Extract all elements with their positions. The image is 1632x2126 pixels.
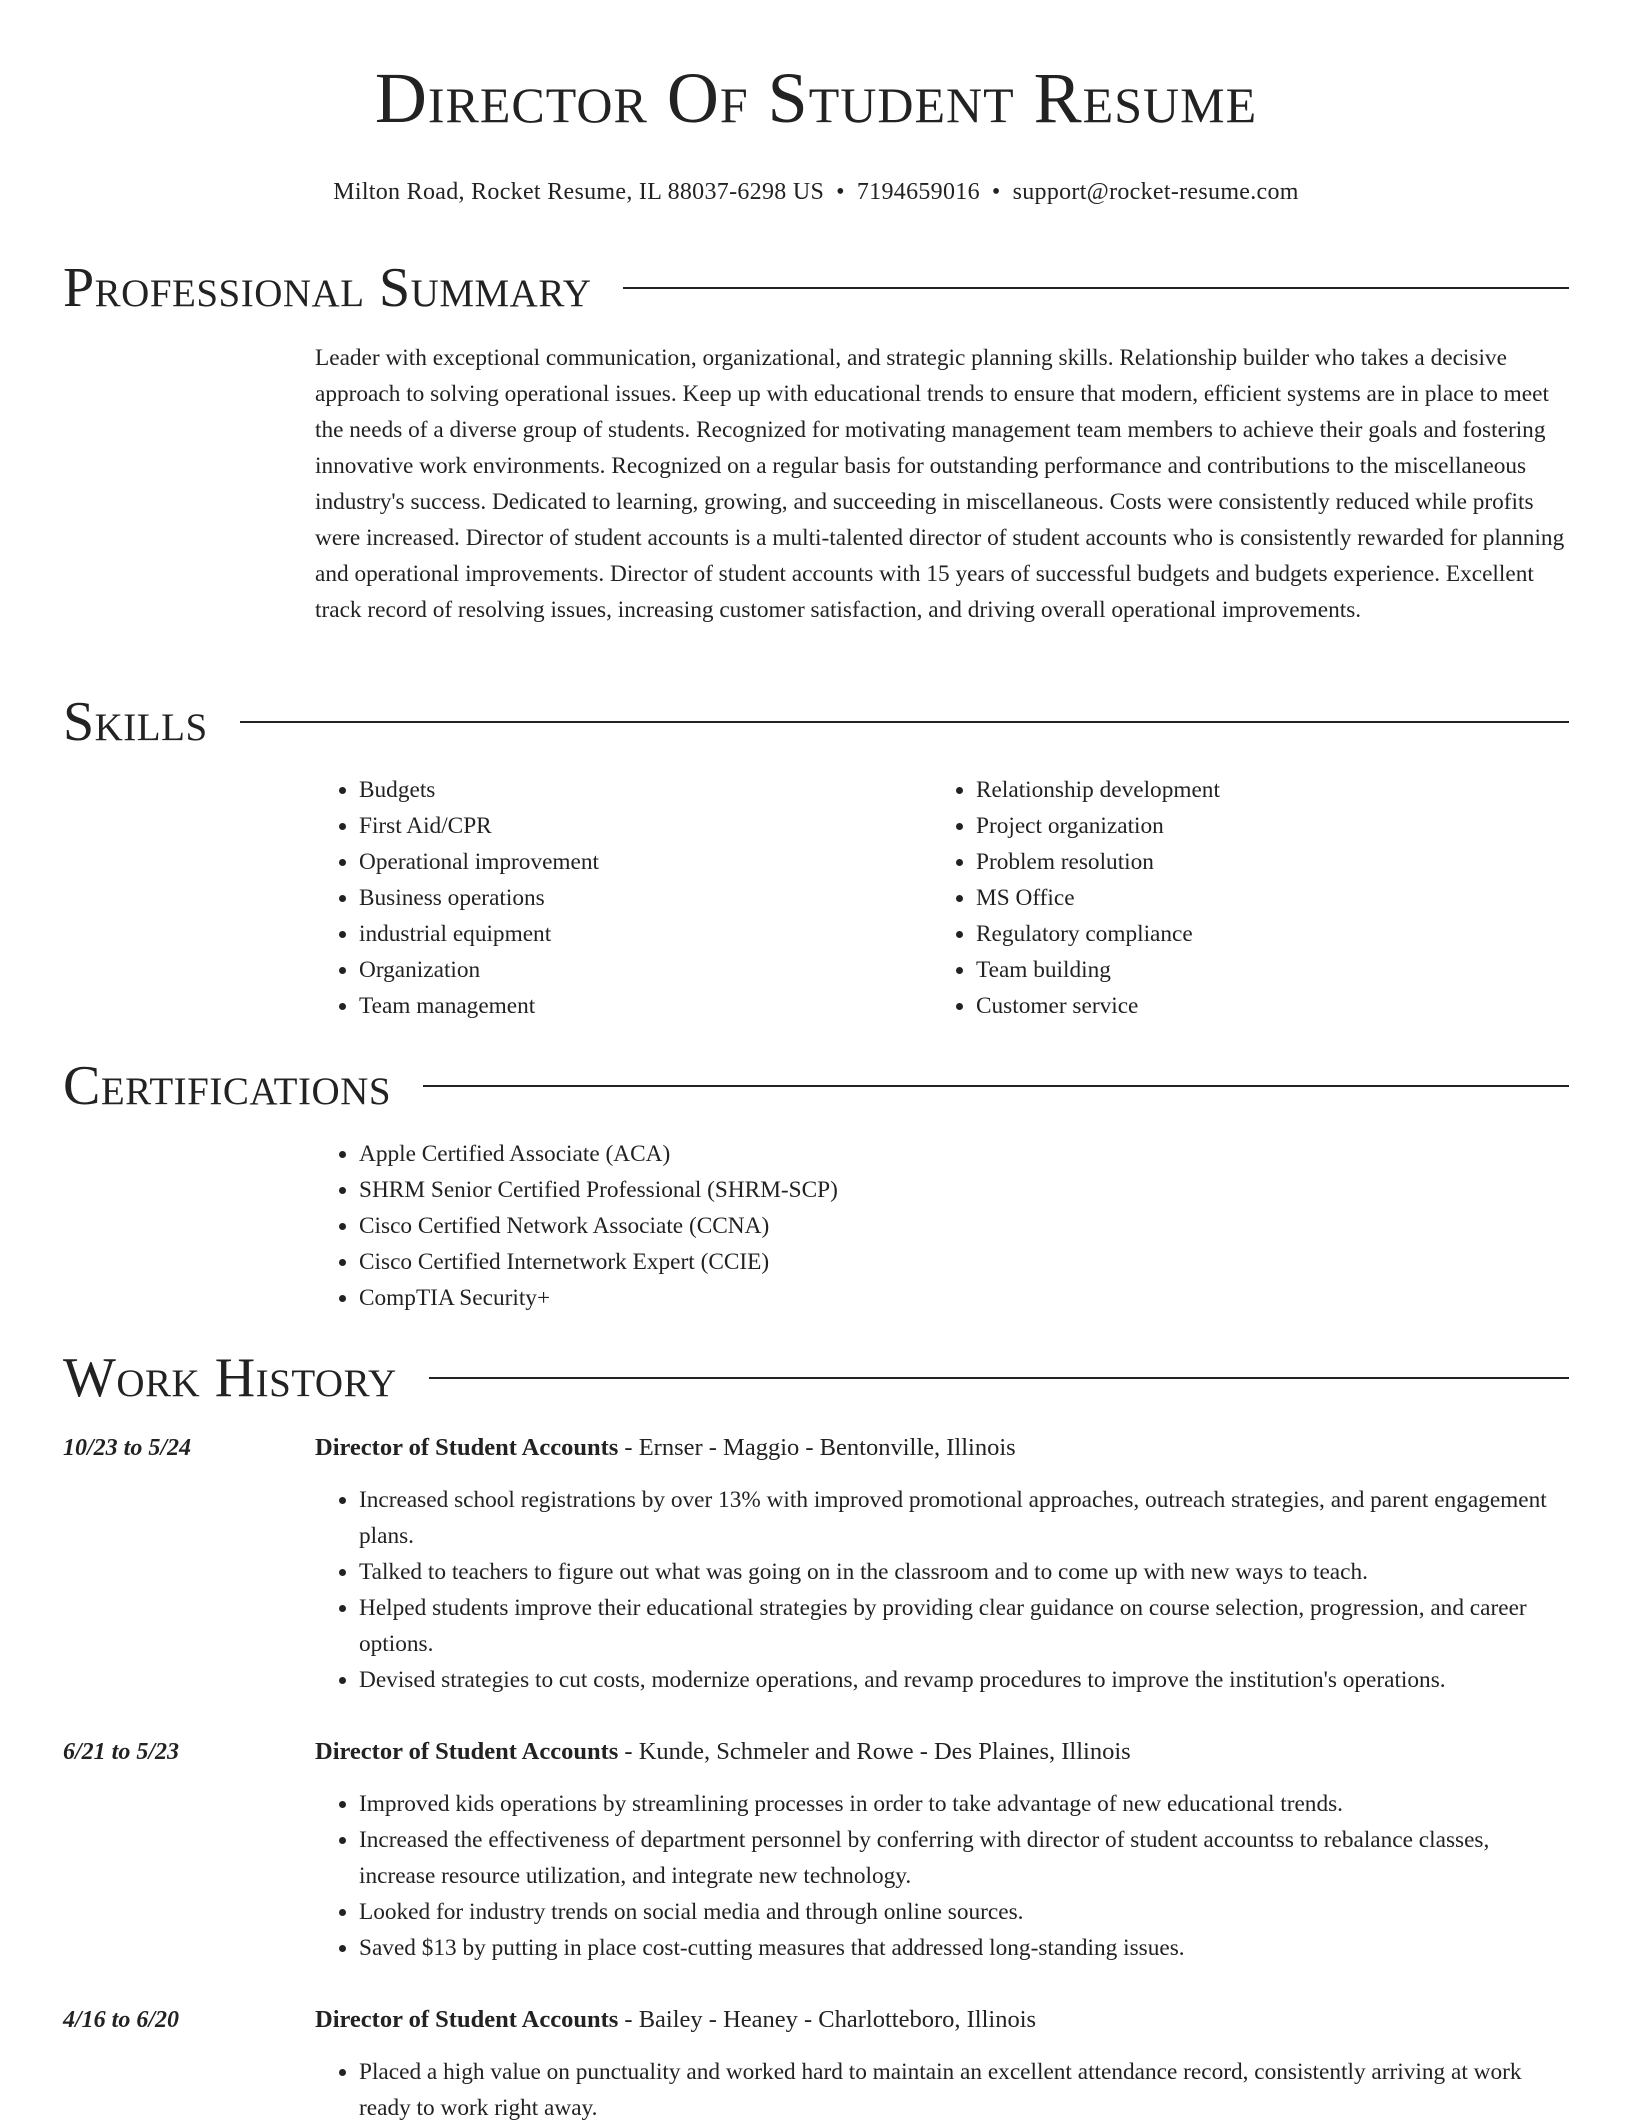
skill-item: • Team building (976, 952, 1532, 988)
job-bullets (315, 2054, 1569, 2126)
job-title: Director of Student Accounts (315, 1738, 619, 1765)
job-header (315, 2002, 1569, 2038)
job-employer: - Kunde, Schmeler and Rowe - Des Plaines, Illinois (618, 1738, 1131, 1765)
summary-text: Leader with exceptional communication, organizational, and strategic planning skills. Relationship builder who takes a decisive approach to solving operational issues. Keep up with educational trends to ensure that modern, efficient systems are in place to meet the needs of a diverse group of students. Recognized for motivating management team members to achieve their goals and fostering innovative work environments. Recognized on a regular basis for outstanding performance and contributions to the miscellaneous industry's success. Dedicated to learning, growing, and succeeding in miscellaneous. Costs were consistently reduced while profits were increased. Director of student accounts is a multi-talented director of student accounts who is consistently rewarded for planning and operational improvements. Director of student accounts with 15 years of successful budgets and budgets experience. Excellent track record of resolving issues, increasing customer satisfaction, and driving overall operational improvements. (315, 345, 1565, 623)
skill-item: • Customer service (976, 988, 1532, 1024)
work-history-heading: Work History (63, 1347, 397, 1409)
job-bullet: • Saved $13 by putting in place cost-cutting measures that addressed long-standing issues. (359, 1930, 1569, 1966)
certification-item: • CompTIA Security+ (359, 1280, 1569, 1316)
job-bullet: • Improved kids operations by streamlining processes in order to take advantage of new educational trends. (359, 1786, 1569, 1822)
skill-item: • Project organization (976, 808, 1532, 844)
skills-heading: Skills (63, 691, 208, 753)
skill-item: • industrial equipment (359, 916, 915, 952)
job-bullet: • Increased the effectiveness of department personnel by conferring with director of student accountss to rebalance classes, increase resource utilization, and integrate new technology. (359, 1822, 1569, 1894)
resume-title: Director Of Student Resume (374, 58, 1258, 138)
contact-address: Milton Road, Rocket Resume, IL 88037-6298 US (333, 179, 825, 205)
certification-item: • Cisco Certified Internetwork Expert (CCIE) (359, 1244, 1569, 1280)
certification-item: • Apple Certified Associate (ACA) (359, 1136, 1569, 1172)
summary-section-header (63, 257, 1569, 319)
skill-item: • Problem resolution (976, 844, 1532, 880)
skill-item: • Budgets (359, 772, 915, 808)
section-divider (240, 721, 1569, 723)
job-dates: 10/23 to 5/24 (63, 1435, 192, 1461)
contact-phone: 7194659016 (856, 179, 980, 205)
certifications-heading: Certifications (63, 1055, 392, 1117)
certification-item: • Cisco Certified Network Associate (CCNA) (359, 1208, 1569, 1244)
job-bullet: • Devised strategies to cut costs, modernize operations, and revamp procedures to improve the institution's operations. (359, 1662, 1569, 1698)
skill-item: • Relationship development (976, 772, 1532, 808)
skill-item: • MS Office (976, 880, 1532, 916)
skills-right-column (932, 772, 1532, 1024)
contact-separator: • (836, 179, 845, 205)
job-employer: - Ernser - Maggio - Bentonville, Illinois (618, 1434, 1016, 1461)
job-bullet: • Looked for industry trends on social media and through online sources. (359, 1894, 1569, 1930)
skill-item: • Business operations (359, 880, 915, 916)
job-title: Director of Student Accounts (315, 1434, 619, 1461)
skill-item: • Organization (359, 952, 915, 988)
job-dates: 6/21 to 5/23 (63, 1739, 180, 1765)
section-divider (429, 1377, 1569, 1379)
job-bullets (315, 1482, 1569, 1698)
section-divider (423, 1085, 1569, 1087)
job-bullet: • Increased school registrations by over 13% with improved promotional approaches, outreach strategies, and parent engagement plans. (359, 1482, 1569, 1554)
certifications-section-header (63, 1055, 1569, 1117)
section-divider (623, 287, 1569, 289)
skill-item: • Team management (359, 988, 915, 1024)
skills-section-header (63, 691, 1569, 753)
job-bullet: • Talked to teachers to figure out what was going on in the classroom and to come up with new ways to teach. (359, 1554, 1569, 1590)
job-bullet: • Helped students improve their educational strategies by providing clear guidance on course selection, progression, and career options. (359, 1590, 1569, 1662)
contact-email: support@rocket-resume.com (1012, 179, 1299, 205)
contact-separator: • (991, 179, 1001, 205)
skills-left-column (315, 772, 915, 1024)
skill-item: • Regulatory compliance (976, 916, 1532, 952)
job-bullet: • Placed a high value on punctuality and worked hard to maintain an excellent attendance record, consistently arriving at work ready to work right away. (359, 2054, 1569, 2126)
job-employer: - Bailey - Heaney - Charlotteboro, Illinois (618, 2006, 1037, 2033)
work-history-section-header (63, 1347, 1569, 1409)
summary-heading: Professional Summary (63, 257, 592, 319)
job-dates: 4/16 to 6/20 (63, 2007, 180, 2033)
certifications-list (315, 1136, 1569, 1316)
certification-item: • SHRM Senior Certified Professional (SHRM-SCP) (359, 1172, 1569, 1208)
skill-item: • First Aid/CPR (359, 808, 915, 844)
job-header (315, 1430, 1569, 1466)
job-header (315, 1734, 1569, 1770)
job-bullets (315, 1786, 1569, 1966)
contact-line (0, 177, 1632, 207)
job-title: Director of Student Accounts (315, 2006, 619, 2033)
skill-item: • Operational improvement (359, 844, 915, 880)
